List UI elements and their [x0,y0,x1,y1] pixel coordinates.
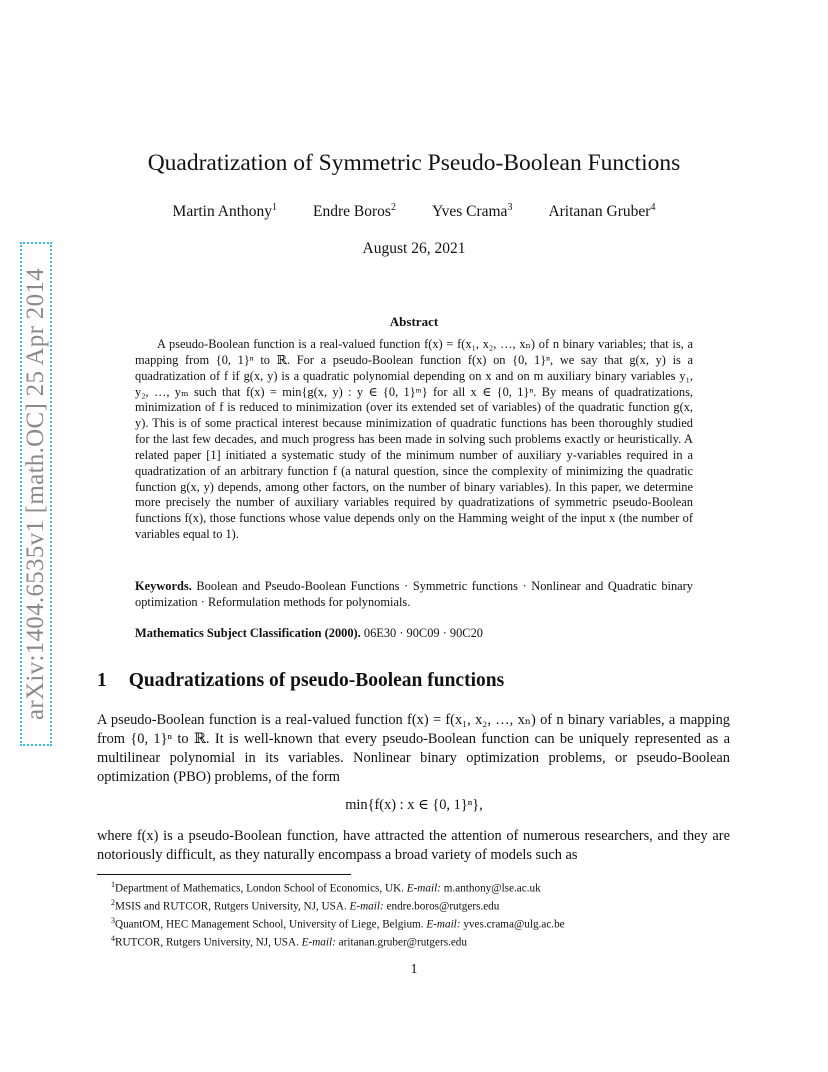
page-number: 1 [410,962,418,977]
abstract-heading: Abstract [389,314,439,329]
email-link[interactable]: aritanan.gruber@rutgers.edu [338,937,467,950]
body-paragraph: where f(x) is a pseudo-Boolean function, have attracted the attention of numerous researchers, and they are notoriously difficult, as they naturally encompass a broad variety of models such as [97,828,730,864]
display-equation: min{f(x) : x ∈ {0, 1}ⁿ}, [345,797,483,813]
msc-classification [135,626,693,642]
footnote: $^1$Department of Mathematics, London School of Economics, UK. E-mail: m.anthony@lse.ac.uk [111,880,541,895]
msc-label: Mathematics Subject Classification (2000). [135,626,361,640]
msc-codes: 06E30 · 90C09 · 90C20 [363,626,483,640]
footnote: $^4$RUTCOR, Rutgers University, NJ, USA. E-mail: aritanan.gruber@rutgers.edu [111,934,467,950]
paper-date: August 26, 2021 [362,240,466,257]
email-link[interactable]: endre.boros@rutgers.edu [386,900,500,913]
footnote-rule [97,874,351,875]
section-heading [97,670,504,692]
keywords [135,579,693,611]
author: Martin Anthony$^1$ [172,202,278,221]
email-link[interactable]: m.anthony@lse.ac.uk [443,882,541,895]
author-list [0,202,828,221]
body-paragraph: A pseudo-Boolean function is a real-valued function f(x) = f(x₁, x₂, …, xₙ) of n binary variables, a mapping from {0, 1}ⁿ to ℝ. It is well-known that every pseudo-Boolean function can be uniquely represented as a multilinear polynomial in its variables. Nonlinear binary optimization problems, or pseudo-Boolean optimization (PBO) problems, of the form [97,712,730,786]
arxiv-stamp-text: arXiv:1404.6535v1 [math.OC] 25 Apr 2014 [22,268,49,720]
section-title: Quadratizations of pseudo-Boolean functions [128,670,505,691]
footnotes [97,878,730,951]
keywords-label: Keywords. [135,579,192,593]
email-link[interactable]: yves.crama@ulg.ac.be [463,919,565,932]
section-number: 1 [97,670,107,691]
author: Yves Crama$^3$ [431,202,513,221]
paper-title: Quadratization of Symmetric Pseudo-Boolean Functions [147,150,681,176]
author: Aritanan Gruber$^4$ [548,202,656,221]
author: Endre Boros$^2$ [313,202,396,221]
abstract-text: A pseudo-Boolean function is a real-valued function f(x) = f(x₁, x₂, …, xₙ) of n binary variables; that is, a mapping from {0, 1}ⁿ to ℝ. For a pseudo-Boolean function f(x) on {0, 1}ⁿ, we say that g(x, y) is a quadratization of f if g(x, y) is a quadratic polynomial depending on x and on m auxiliary binary variables y₁, y₂, …, yₘ such that f(x) = min{g(x, y) : y ∈ {0, 1}ᵐ} for all x ∈ {0, 1}ⁿ. By means of quadratizations, minimization of f is reduced to minimization (over its extended set of variables) of the quadratic function g(x, y). This is of some practical interest because minimization of quadratic functions has been thoroughly studied for the last few decades, and much progress has been made in solving such problems exactly or heuristically. A related paper [1] initiated a systematic study of the minimum number of auxiliary y-variables required in a quadratization of an arbitrary function f (a natural question, since the complexity of minimizing the quadratic function g(x, y) depends, among other factors, on the number of binary variables). In this paper, we determine more precisely the number of auxiliary variables required by quadratizations of symmetric pseudo-Boolean functions f(x), those functions whose value depends only on the Hamming weight of the input x (the number of variables equal to 1). [135,337,693,542]
footnote: $^3$QuantOM, HEC Management School, University of Liege, Belgium. E-mail: yves.crama@ulg.ac.be [111,916,565,932]
keywords-text: Boolean and Pseudo-Boolean Functions · Symmetric functions · Nonlinear and Quadratic binary optimization · Reformulation methods for polynomials. [135,579,693,609]
footnote: $^2$MSIS and RUTCOR, Rutgers University, NJ, USA. E-mail: endre.boros@rutgers.edu [111,898,500,913]
